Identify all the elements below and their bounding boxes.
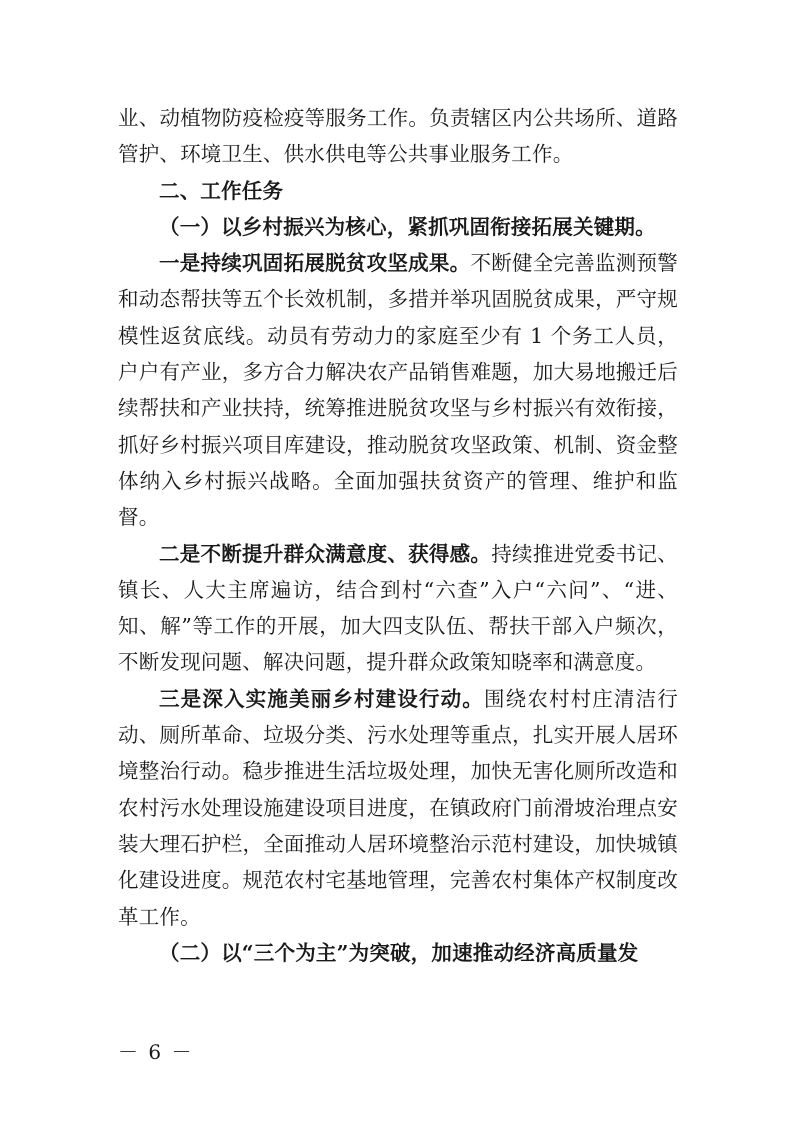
section-heading: 二、工作任务	[159, 178, 284, 203]
paragraph-text: 围绕农村村庄清洁行动、厕所革命、垃圾分类、污水处理等重点，扎实开展人居环境整治行动。稳步推进生活垃圾处理，加快无害化厕所改造和农村污水处理设施建设项目进度，在镇政府门前滑坡治理点安装大理石护栏，全面推动人居环境整治示范村建设，加快城镇化建设进度。规范农村宅基地管理，完善农村集体产权制度改革工作。	[118, 686, 679, 929]
page-number: － 6 －	[118, 1040, 194, 1064]
paragraph-lead: 一是持续巩固拓展脱贫攻坚成果。	[159, 251, 471, 276]
body-paragraph	[118, 100, 678, 173]
paragraph-text: 不断健全完善监测预警和动态帮扶等五个长效机制，多措并举巩固脱贫成果，严守规模性返贫底线。动员有劳动力的家庭至少有 1 个务工人员，户户有产业，多方合力解决农产品销售难题，加大易地搬迁后续帮扶和产业扶持，统筹推进脱贫攻坚与乡村振兴有效衔接，抓好乡村振兴项目库建设，推动脱贫攻坚政策、机制、资金整体纳入乡村振兴战略。全面加强扶贫资产的管理、维护和监督。	[118, 251, 678, 530]
paragraph-text: 持续推进党委书记、镇长、人大主席遍访，结合到村“六查”入户“六问”、“进、知、解”等工作的开展，加大四支队伍、帮扶干部入户频次，不断发现问题、解决问题，提升群众政策知晓率和满意度。	[118, 541, 678, 675]
subsection-heading: （一）以乡村振兴为核心，紧抓巩固衔接拓展关键期。	[159, 214, 656, 239]
document-body	[118, 100, 678, 971]
body-paragraph	[118, 245, 678, 535]
paragraph-lead: 三是深入实施美丽乡村建设行动。	[159, 686, 484, 711]
paragraph-lead: 二是不断提升群众满意度、获得感。	[159, 541, 492, 566]
paragraph-text: 业、动植物防疫检疫等服务工作。负责辖区内公共场所、道路管护、环境卫生、供水供电等公共事业服务工作。	[118, 106, 678, 167]
body-paragraph	[118, 681, 678, 935]
body-paragraph	[118, 536, 678, 681]
subsection-heading: （二）以“三个为主”为突破，加速推动经济高质量发	[159, 940, 639, 965]
